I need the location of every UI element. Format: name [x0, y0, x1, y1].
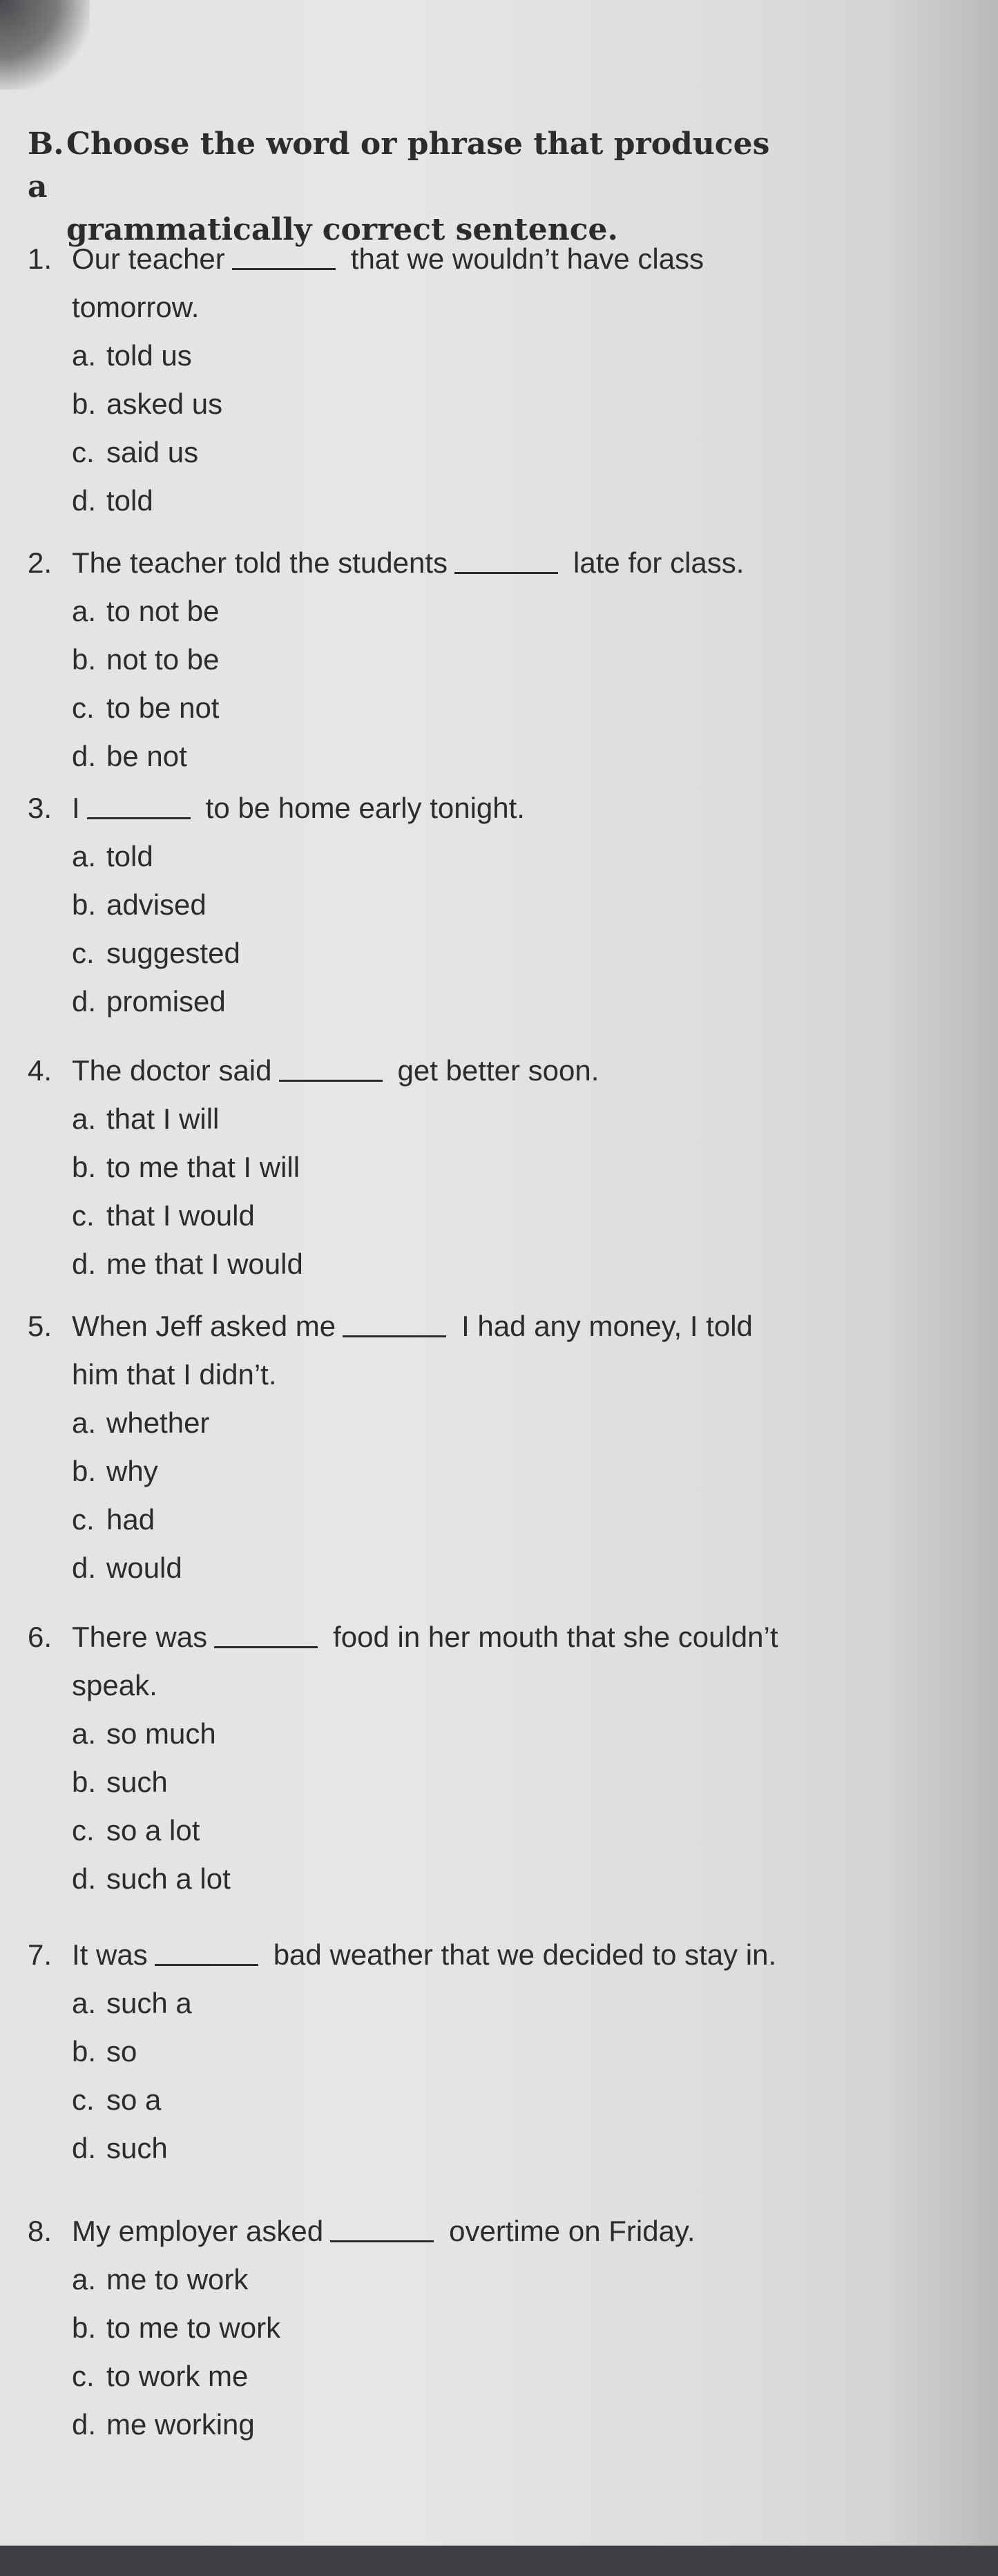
option-text: to be not	[106, 691, 220, 724]
option-letter: c.	[72, 436, 95, 468]
answer-blank	[343, 1315, 446, 1337]
option-c	[72, 428, 704, 477]
option-letter: b.	[72, 643, 97, 676]
option-letter: a.	[72, 840, 97, 872]
option-letter: a.	[72, 339, 97, 372]
question-number: 6.	[28, 1621, 52, 1653]
stem-after: late for class.	[573, 546, 745, 579]
question-stem	[28, 235, 704, 283]
option-letter: a.	[72, 1717, 97, 1750]
option-b	[72, 2028, 776, 2076]
option-letter: a.	[72, 595, 97, 627]
question-number: 3.	[28, 792, 52, 824]
option-text: such a lot	[106, 1862, 231, 1895]
question-stem	[28, 1613, 778, 1661]
option-text: told	[106, 840, 153, 872]
option-letter: a.	[72, 1987, 97, 2019]
stem-before: When Jeff asked me	[72, 1310, 336, 1342]
question-1	[28, 235, 704, 525]
option-letter: c.	[72, 1814, 95, 1847]
option-letter: b.	[72, 388, 97, 420]
answer-blank	[214, 1625, 318, 1648]
option-b	[72, 1447, 753, 1496]
option-c	[72, 1192, 599, 1240]
question-stem	[28, 1931, 776, 1979]
option-d	[72, 1240, 599, 1288]
question-stem	[28, 2207, 695, 2255]
question-8	[28, 2207, 695, 2449]
answer-blank	[279, 1059, 383, 1082]
stem-after: get better soon.	[397, 1054, 599, 1087]
option-c	[72, 929, 525, 977]
page-shadow-right	[887, 0, 998, 2576]
option-b	[72, 636, 744, 684]
option-letter: c.	[72, 2360, 95, 2392]
page-bottom-edge	[0, 2546, 998, 2576]
answer-blank	[232, 247, 336, 270]
question-stem	[28, 1047, 599, 1095]
option-text: suggested	[106, 937, 240, 969]
option-text: such a	[106, 1987, 192, 2019]
option-letter: a.	[72, 1103, 97, 1135]
option-a	[72, 1710, 778, 1758]
stem-after: food in her mouth that she couldn’t	[333, 1621, 778, 1653]
option-letter: d.	[72, 2408, 97, 2441]
stem-before: The teacher told the students	[72, 546, 448, 579]
stem-after: to be home early tonight.	[205, 792, 525, 824]
option-letter: d.	[72, 740, 97, 772]
options-list	[28, 587, 744, 781]
options-list	[28, 2255, 695, 2449]
option-text: asked us	[106, 388, 223, 420]
option-letter: b.	[72, 1455, 97, 1487]
options-list	[28, 1710, 778, 1903]
option-d	[72, 977, 525, 1026]
option-letter: b.	[72, 888, 97, 921]
option-text: told us	[106, 339, 192, 372]
option-letter: c.	[72, 937, 95, 969]
option-letter: d.	[72, 484, 97, 517]
question-5	[28, 1302, 753, 1592]
option-letter: b.	[72, 2311, 97, 2344]
option-text: not to be	[106, 643, 220, 676]
answer-blank	[87, 796, 191, 819]
question-6	[28, 1613, 778, 1903]
options-list	[28, 832, 525, 1026]
question-number: 1.	[28, 242, 52, 275]
options-list	[28, 332, 704, 525]
heading-line-1: Choose the word or phrase that produces a	[28, 126, 770, 204]
option-text: had	[106, 1503, 155, 1536]
options-list	[28, 1979, 776, 2173]
option-text: me to work	[106, 2263, 249, 2296]
stem-before: Our teacher	[72, 242, 225, 275]
page-shadow-corner	[0, 0, 90, 90]
stem-before: My employer asked	[72, 2215, 324, 2247]
stem-after: that we wouldn’t have class	[350, 242, 704, 275]
answer-blank	[454, 551, 558, 574]
question-number: 4.	[28, 1054, 52, 1087]
heading-line-2: grammatically correct sentence.	[66, 212, 618, 247]
option-letter: d.	[72, 1862, 97, 1895]
option-text: such	[106, 2132, 168, 2164]
question-3	[28, 784, 525, 1026]
question-number: 8.	[28, 2215, 52, 2247]
option-letter: d.	[72, 985, 97, 1018]
option-d	[72, 1855, 778, 1903]
option-text: such	[106, 1766, 168, 1798]
section-letter: B.	[28, 126, 64, 162]
option-a	[72, 832, 525, 881]
option-d	[72, 1544, 753, 1592]
question-number: 2.	[28, 546, 52, 579]
question-number: 5.	[28, 1310, 52, 1342]
question-stem	[28, 1302, 753, 1351]
option-text: to me that I will	[106, 1151, 300, 1183]
answer-blank	[155, 1943, 258, 1966]
option-c	[72, 684, 744, 732]
question-number: 7.	[28, 1938, 52, 1971]
options-list	[28, 1399, 753, 1592]
option-d	[72, 2124, 776, 2173]
stem-after: I had any money, I told	[461, 1310, 753, 1342]
option-text: so much	[106, 1717, 216, 1750]
option-b	[72, 881, 525, 929]
option-c	[72, 1806, 778, 1855]
option-b	[72, 380, 704, 428]
option-letter: d.	[72, 1248, 97, 1280]
question-stem	[28, 784, 525, 832]
option-text: advised	[106, 888, 207, 921]
option-letter: c.	[72, 1199, 95, 1232]
question-stem	[28, 539, 744, 587]
option-a	[72, 332, 704, 380]
option-a	[72, 2255, 695, 2304]
option-a	[72, 1979, 776, 2028]
option-letter: a.	[72, 1406, 97, 1439]
stem-continuation: tomorrow.	[72, 291, 200, 323]
stem-after: overtime on Friday.	[449, 2215, 695, 2247]
option-c	[72, 1496, 753, 1544]
option-text: so a lot	[106, 1814, 200, 1847]
option-b	[72, 1143, 599, 1192]
option-text: to not be	[106, 595, 220, 627]
option-letter: c.	[72, 691, 95, 724]
option-text: me working	[106, 2408, 255, 2441]
stem-before: The doctor said	[72, 1054, 272, 1087]
option-d	[72, 477, 704, 525]
exercise-heading	[28, 123, 787, 251]
answer-blank	[330, 2220, 434, 2242]
stem-before: There was	[72, 1621, 208, 1653]
option-letter: b.	[72, 1766, 97, 1798]
question-7	[28, 1931, 776, 2173]
option-d	[72, 732, 744, 781]
option-c	[72, 2352, 695, 2401]
option-letter: b.	[72, 2035, 97, 2068]
stem-after: bad weather that we decided to stay in.	[273, 1938, 777, 1971]
option-text: would	[106, 1552, 182, 1584]
question-2	[28, 539, 744, 781]
option-text: said us	[106, 436, 199, 468]
option-a	[72, 1095, 599, 1143]
option-letter: d.	[72, 1552, 97, 1584]
option-text: that I would	[106, 1199, 255, 1232]
option-text: told	[106, 484, 153, 517]
option-text: to me to work	[106, 2311, 281, 2344]
stem-before: It was	[72, 1938, 148, 1971]
option-letter: b.	[72, 1151, 97, 1183]
option-text: me that I would	[106, 1248, 303, 1280]
option-d	[72, 2401, 695, 2449]
option-text: to work me	[106, 2360, 249, 2392]
option-text: whether	[106, 1406, 210, 1439]
option-text: promised	[106, 985, 226, 1018]
option-c	[72, 2076, 776, 2124]
option-text: that I will	[106, 1103, 220, 1135]
stem-before: I	[72, 792, 80, 824]
option-b	[72, 2304, 695, 2352]
option-letter: c.	[72, 1503, 95, 1536]
option-text: so	[106, 2035, 137, 2068]
stem-continuation: him that I didn’t.	[72, 1358, 277, 1391]
stem-continuation: speak.	[72, 1669, 157, 1701]
option-letter: a.	[72, 2263, 97, 2296]
option-a	[72, 1399, 753, 1447]
option-text: why	[106, 1455, 158, 1487]
option-a	[72, 587, 744, 636]
option-text: be not	[106, 740, 187, 772]
option-b	[72, 1758, 778, 1806]
option-text: so a	[106, 2083, 162, 2116]
option-letter: d.	[72, 2132, 97, 2164]
question-4	[28, 1047, 599, 1288]
option-letter: c.	[72, 2083, 95, 2116]
options-list	[28, 1095, 599, 1288]
